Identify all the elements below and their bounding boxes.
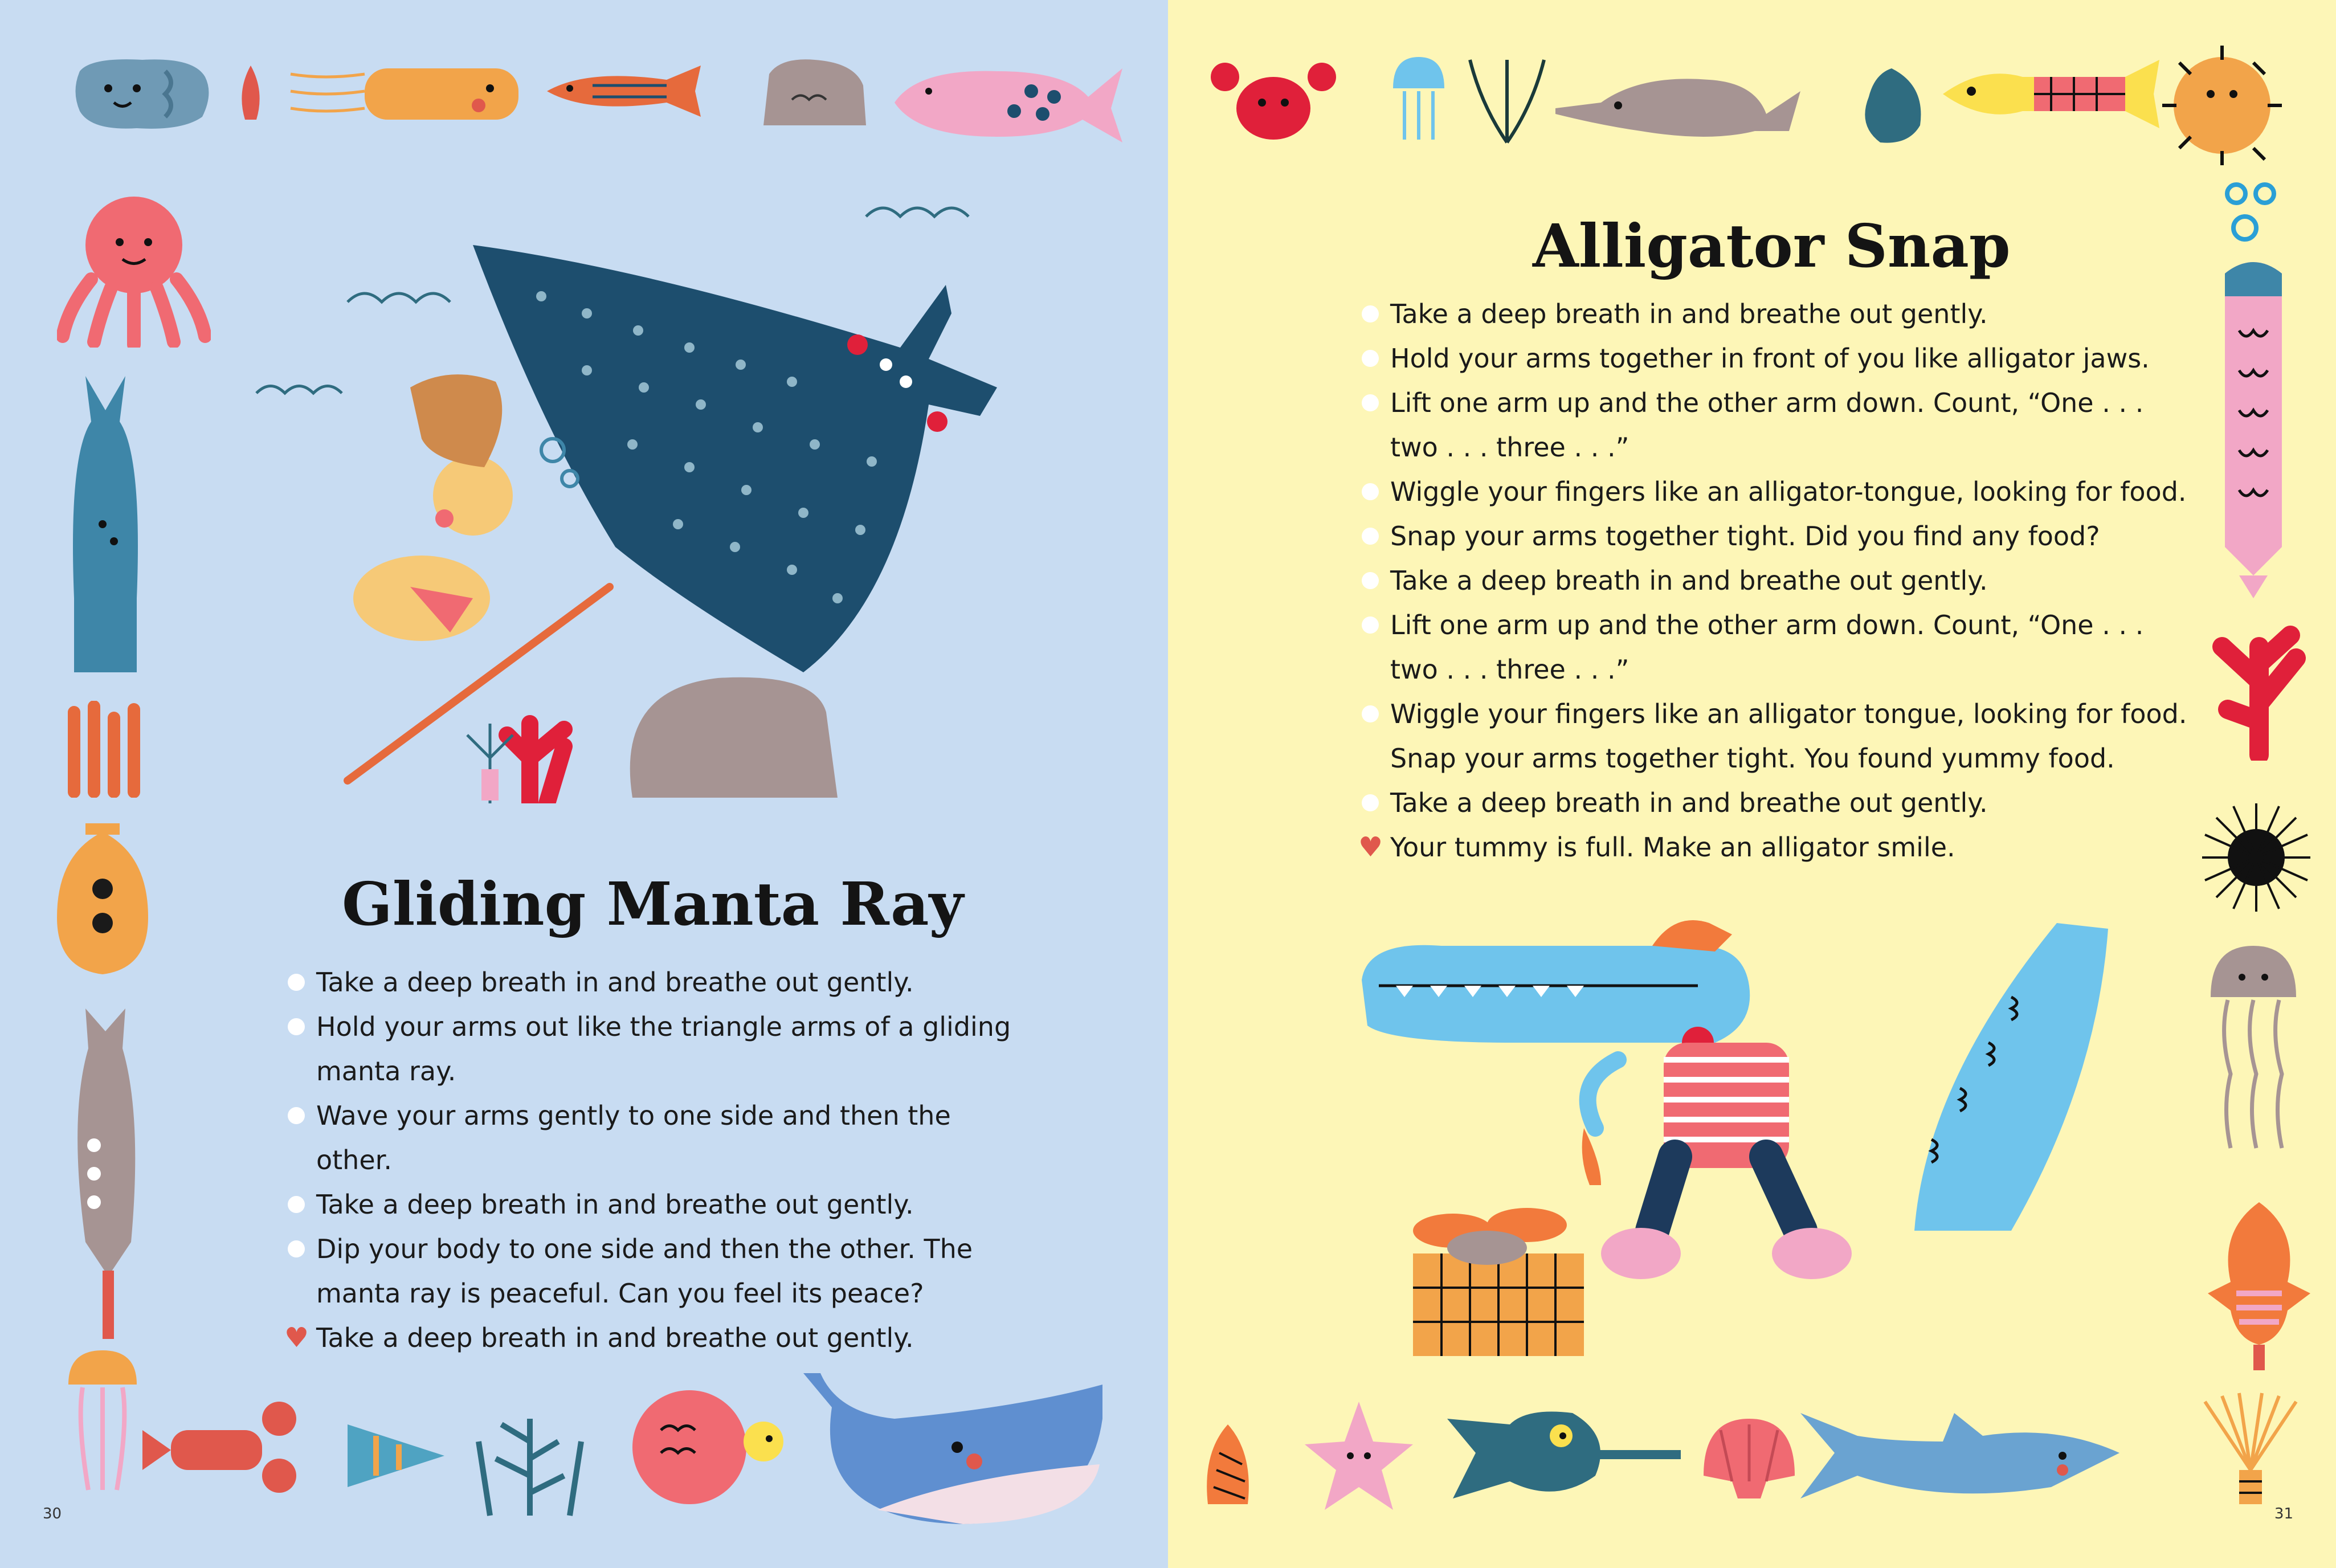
turtle-icon	[615, 1367, 786, 1516]
clam-shell-icon	[1196, 1419, 1259, 1510]
heart-icon: ♥	[284, 1322, 309, 1354]
rock-icon	[758, 51, 872, 131]
bullet-dot	[1362, 528, 1379, 545]
whale-vertical-icon	[63, 370, 148, 678]
instruction-step	[288, 1004, 1028, 1093]
step-text: Take a deep breath in and breathe out gently.	[316, 1322, 914, 1353]
coral-red-icon	[2205, 624, 2313, 761]
anemone-icon	[2194, 1390, 2308, 1510]
orange-striped-fish-icon	[2202, 1197, 2316, 1373]
bullet-dot	[1362, 705, 1379, 722]
page-number: 30	[43, 1505, 62, 1522]
instruction-step-final	[284, 1316, 1028, 1360]
jellyfish-orange-icon	[63, 1345, 142, 1498]
seaweed-dark-icon	[1459, 48, 1555, 145]
step-text: Wave your arms gently to one side and then the other.	[316, 1100, 951, 1175]
step-text: Snap your arms together tight. Did you find any food?	[1390, 521, 2100, 552]
step-text: Dip your body to one side and then the other. The manta ray is peaceful. Can you feel its peace?	[316, 1234, 973, 1309]
page-number: 31	[2274, 1505, 2293, 1522]
bullet-dot	[288, 1107, 305, 1124]
alligator-illustration	[1356, 912, 2131, 1373]
octopus-icon	[57, 188, 211, 348]
bullet-dot	[288, 974, 305, 991]
instruction-step	[1362, 781, 2194, 825]
step-text: Lift one arm up and the other arm down. Count, “One . . . two . . . three . . .”	[1390, 610, 2144, 685]
starfish-icon	[1299, 1396, 1419, 1516]
step-text: Take a deep breath in and breathe out gently.	[316, 1189, 914, 1220]
pufferfish-icon	[2154, 43, 2290, 168]
instruction-step	[288, 1093, 1028, 1182]
instruction-step	[1362, 336, 2194, 381]
bullet-dot	[288, 1018, 305, 1035]
bullet-dot	[1362, 616, 1379, 634]
bullet-dot	[1362, 483, 1379, 500]
sea-urchin-icon	[2199, 801, 2313, 914]
crab-icon	[1208, 54, 1339, 145]
orange-fish-icon	[285, 57, 530, 131]
bullet-dot	[1362, 394, 1379, 411]
bullet-dot	[1362, 305, 1379, 322]
instruction-step	[288, 960, 1028, 1004]
step-text: Take a deep breath in and breathe out gently.	[1390, 299, 1988, 329]
bullet-dot	[288, 1240, 305, 1257]
step-text: Hold your arms together in front of you like alligator jaws.	[1390, 343, 2150, 374]
blue-whale-icon	[792, 1362, 1111, 1533]
bullet-dot	[1362, 350, 1379, 367]
instruction-step	[1362, 514, 2194, 558]
seaweed-icon	[456, 1407, 604, 1521]
striped-fish-icon	[541, 60, 729, 122]
coral-orange-icon	[63, 701, 154, 798]
instruction-step	[1362, 292, 2194, 336]
triangle-fish-icon	[342, 1413, 450, 1498]
pink-fish-icon	[883, 57, 1128, 154]
instruction-list	[284, 960, 1028, 1360]
activity-title: Gliding Manta Ray	[342, 869, 963, 939]
instruction-step	[1362, 603, 2194, 692]
step-text: Hold your arms out like the triangle arms of a gliding manta ray.	[316, 1011, 1011, 1087]
heart-icon: ♥	[1358, 831, 1383, 863]
spiral-shell-icon	[1852, 63, 1931, 148]
activity-title: Alligator Snap	[1533, 211, 2011, 281]
step-text: Take a deep breath in and breathe out gently.	[1390, 565, 1988, 596]
instruction-list	[1358, 292, 2194, 869]
instruction-step	[1362, 692, 2194, 736]
narwhal-fish-icon	[1441, 1402, 1686, 1510]
grey-fish-vertical-icon	[63, 1003, 148, 1345]
step-text: Take a deep breath in and breathe out gently.	[1390, 787, 1988, 818]
step-text: Wiggle your fingers like an alligator tongue, looking for food.	[1390, 699, 2187, 729]
instruction-step	[288, 1227, 1028, 1316]
step-text: Take a deep breath in and breathe out gently.	[316, 967, 914, 998]
pink-fish-vertical-icon	[2205, 182, 2302, 604]
manta-ray-illustration	[245, 199, 1054, 803]
step-text: Snap your arms together tight. You found yummy food.	[1390, 743, 2115, 774]
lobster-icon	[137, 1396, 313, 1498]
step-text: Wiggle your fingers like an alligator-tongue, looking for food.	[1390, 476, 2187, 507]
step-text: Your tummy is full. Make an alligator smile.	[1390, 832, 1955, 863]
instruction-step	[1362, 381, 2194, 469]
blue-fish-face-icon	[68, 54, 217, 134]
instruction-step	[1362, 469, 2194, 514]
bullet-dot	[1362, 572, 1379, 589]
right-page	[1168, 0, 2336, 1568]
shell-icon	[234, 63, 268, 125]
shark-icon	[1795, 1402, 2125, 1510]
scallop-shell-icon	[1692, 1407, 1806, 1504]
bullet-dot	[288, 1196, 305, 1213]
jellyfish-blue-icon	[1387, 54, 1450, 145]
yellow-grid-fish-icon	[1937, 54, 2165, 134]
instruction-step	[288, 1182, 1028, 1227]
jellyfish-grey-icon	[2205, 940, 2302, 1157]
step-text: Lift one arm up and the other arm down. Count, “One . . . two . . . three . . .”	[1390, 387, 2144, 463]
dolphin-icon	[1550, 51, 1806, 148]
bullet-dot	[1362, 794, 1379, 811]
instruction-step-final	[1358, 825, 2194, 869]
instruction-step	[1362, 558, 2194, 603]
submarine-icon	[46, 820, 160, 980]
instruction-step	[1362, 736, 2194, 781]
